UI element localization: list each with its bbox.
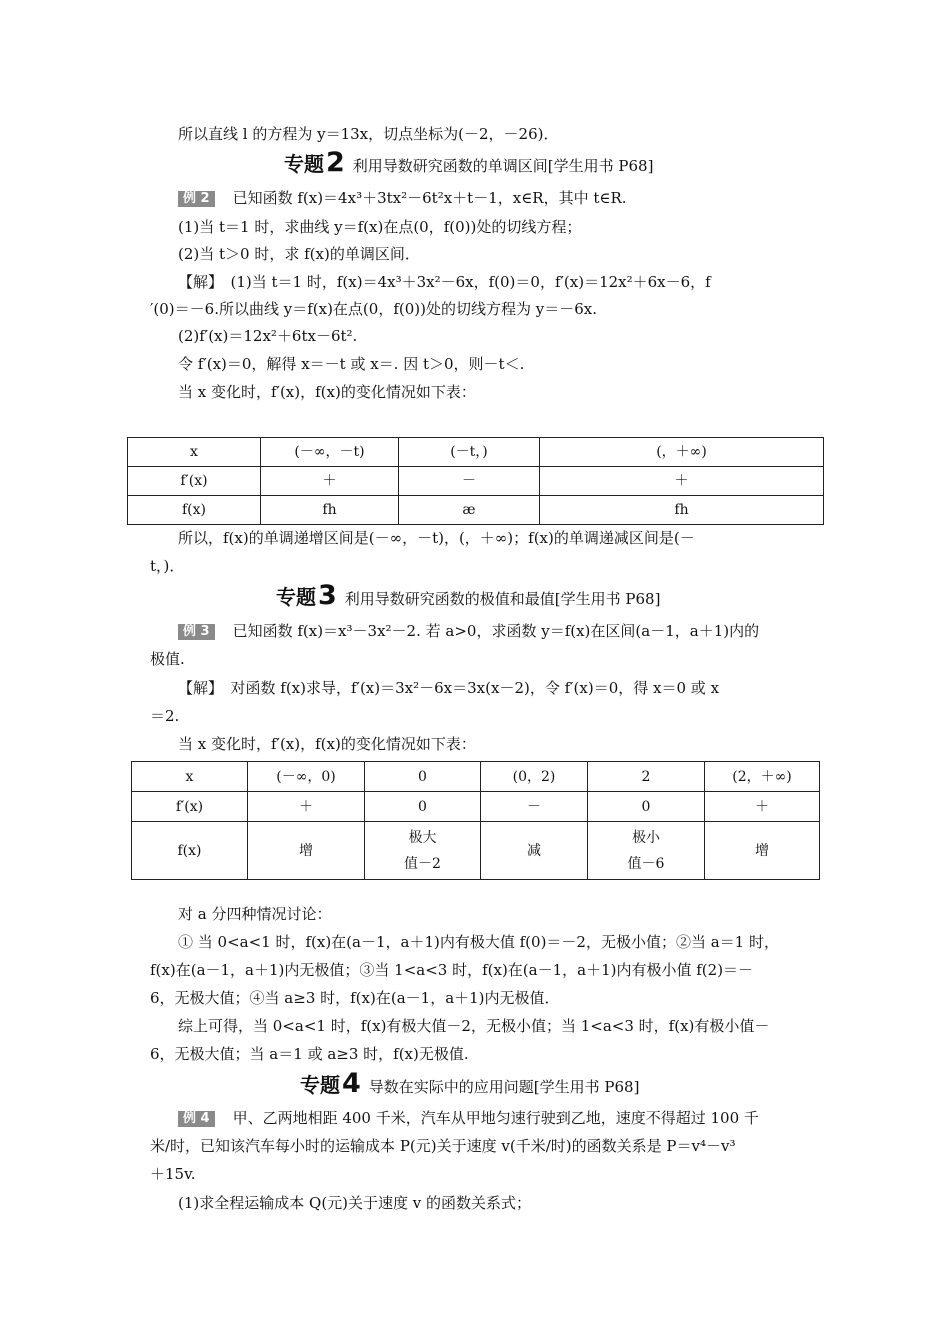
table-cell: f′(x)	[128, 467, 261, 496]
heading-title: 利用导数研究函数的单调区间[学生用书 P68]	[352, 157, 654, 175]
text-line: 【解】 对函数 f(x)求导，f′(x)＝3x²－6x＝3x(x－2)，令 f′(x)＝0，得 x＝0 或 x	[178, 679, 720, 697]
table-cell: f(x)	[132, 822, 248, 880]
example-badge: 例 4	[178, 1111, 215, 1127]
heading-title: 导数在实际中的应用问题[学生用书 P68]	[368, 1078, 640, 1096]
table-cell: ＋	[248, 792, 365, 822]
table-cell: (，＋∞)	[540, 438, 824, 467]
table-row	[132, 822, 820, 880]
table-cell: (－∞，0)	[248, 762, 365, 792]
heading-number: 4	[342, 1068, 361, 1099]
text-line: 6，无极大值；当 a＝1 或 a≥3 时，f(x)无极值.	[150, 1045, 469, 1063]
example-text: 甲、乙两地相距 400 千米，汽车从甲地匀速行驶到乙地，速度不得超过 100 千	[232, 1109, 759, 1127]
table-cell: 2	[588, 762, 705, 792]
table-cell: ＋	[540, 467, 824, 496]
example-2-statement	[178, 188, 627, 208]
text-line: f(x)在(a－1，a＋1)内无极值；③当 1<a<3 时，f(x)在(a－1，a＋1)内有极小值 f(2)＝－	[150, 961, 754, 979]
example-3-statement	[178, 621, 759, 641]
table-cell: 0	[365, 762, 481, 792]
text-line: ＋15v.	[150, 1165, 196, 1183]
table-cell: fh	[261, 496, 399, 525]
table-cell: －	[399, 467, 540, 496]
table-cell: (2，＋∞)	[705, 762, 820, 792]
text-line: 所以，f(x)的单调递增区间是(－∞，－t)，(，＋∞)；f(x)的单调递减区间是(－	[178, 529, 695, 547]
text-line: 6，无极大值；④当 a≥3 时，f(x)在(a－1，a＋1)内无极值．	[150, 989, 560, 1007]
text-line: (1)求全程运输成本 Q(元)关于速度 v 的函数关系式；	[178, 1194, 532, 1212]
table-cell: f(x)	[128, 496, 261, 525]
text-line: (2)f′(x)＝12x²＋6tx－6t².	[178, 327, 358, 345]
example-badge: 例 3	[178, 624, 215, 640]
example-text: 已知函数 f(x)＝4x³＋3tx²－6t²x＋t－1，x∈R，其中 t∈R.	[232, 189, 627, 207]
table-cell: 减	[481, 822, 588, 880]
table-cell: x	[132, 762, 248, 792]
table-cell: (－t，)	[399, 438, 540, 467]
table-cell: 增	[705, 822, 820, 880]
text-line: (1)当 t＝1 时，求曲线 y＝f(x)在点(0，f(0))处的切线方程；	[178, 218, 582, 236]
section-heading-3	[276, 581, 660, 614]
table-cell: 0	[365, 792, 481, 822]
heading-title: 利用导数研究函数的极值和最值[学生用书 P68]	[344, 590, 661, 608]
heading-tag: 专题	[300, 1073, 340, 1097]
text-line: 对 a 分四种情况讨论：	[178, 905, 332, 923]
text-line: 令 f′(x)＝0，解得 x＝－t 或 x＝. 因 t＞0，则－t＜.	[178, 355, 525, 373]
table-row	[128, 496, 824, 525]
table-row	[128, 438, 824, 467]
text-line: ′(0)＝－6.所以曲线 y＝f(x)在点(0，f(0))处的切线方程为 y＝－6x.	[150, 300, 597, 318]
text-line: 综上可得，当 0<a<1 时，f(x)有极大值－2，无极小值；当 1<a<3 时，f(x)有极小值－	[178, 1017, 770, 1035]
text-line: (2)当 t＞0 时，求 f(x)的单调区间．	[178, 245, 420, 263]
example-text: 已知函数 f(x)＝x³－3x²－2. 若 a>0，求函数 y＝f(x)在区间(a－1，a＋1)内的	[232, 622, 760, 640]
section-heading-2	[284, 148, 653, 181]
table-cell: fh	[540, 496, 824, 525]
table-cell: (0，2)	[481, 762, 588, 792]
text-line: t，)．	[150, 557, 185, 575]
text-line: 当 x 变化时，f′(x)，f(x)的变化情况如下表：	[178, 383, 476, 401]
table-row	[132, 762, 820, 792]
table-cell: －	[481, 792, 588, 822]
example-badge: 例 2	[178, 191, 215, 207]
table-cell: 增	[248, 822, 365, 880]
table-cell: 极大 值－2	[365, 822, 481, 880]
text-line: ① 当 0<a<1 时，f(x)在(a－1，a＋1)内有极大值 f(0)＝－2，无极小值；②当 a＝1 时，	[178, 933, 779, 951]
text-line: 极值.	[150, 650, 185, 668]
table-row	[132, 792, 820, 822]
section-heading-4	[300, 1069, 639, 1102]
heading-tag: 专题	[284, 152, 324, 176]
text-line: 所以直线 l 的方程为 y＝13x，切点坐标为(－2，－26)．	[178, 125, 559, 143]
heading-number: 2	[326, 147, 345, 178]
variation-table-2	[131, 761, 820, 880]
table-cell: ＋	[261, 467, 399, 496]
text-line: ＝2.	[150, 707, 180, 725]
table-cell: 0	[588, 792, 705, 822]
text-line: 当 x 变化时，f′(x)，f(x)的变化情况如下表：	[178, 735, 476, 753]
variation-table-1	[127, 437, 824, 525]
table-row	[128, 467, 824, 496]
table-cell: f′(x)	[132, 792, 248, 822]
heading-number: 3	[318, 580, 337, 611]
heading-tag: 专题	[276, 585, 316, 609]
table-cell: 极小 值－6	[588, 822, 705, 880]
table-cell: ＋	[705, 792, 820, 822]
table-cell: (－∞，－t)	[261, 438, 399, 467]
text-line: 米/时，已知该汽车每小时的运输成本 P(元)关于速度 v(千米/时)的函数关系是 P＝v⁴－v³	[150, 1137, 736, 1155]
table-cell: x	[128, 438, 261, 467]
text-line: 【解】 (1)当 t＝1 时，f(x)＝4x³＋3x²－6x，f(0)＝0，f′(x)＝12x²＋6x－6，f	[178, 273, 711, 291]
table-cell: æ	[399, 496, 540, 525]
example-4-statement	[178, 1108, 759, 1128]
